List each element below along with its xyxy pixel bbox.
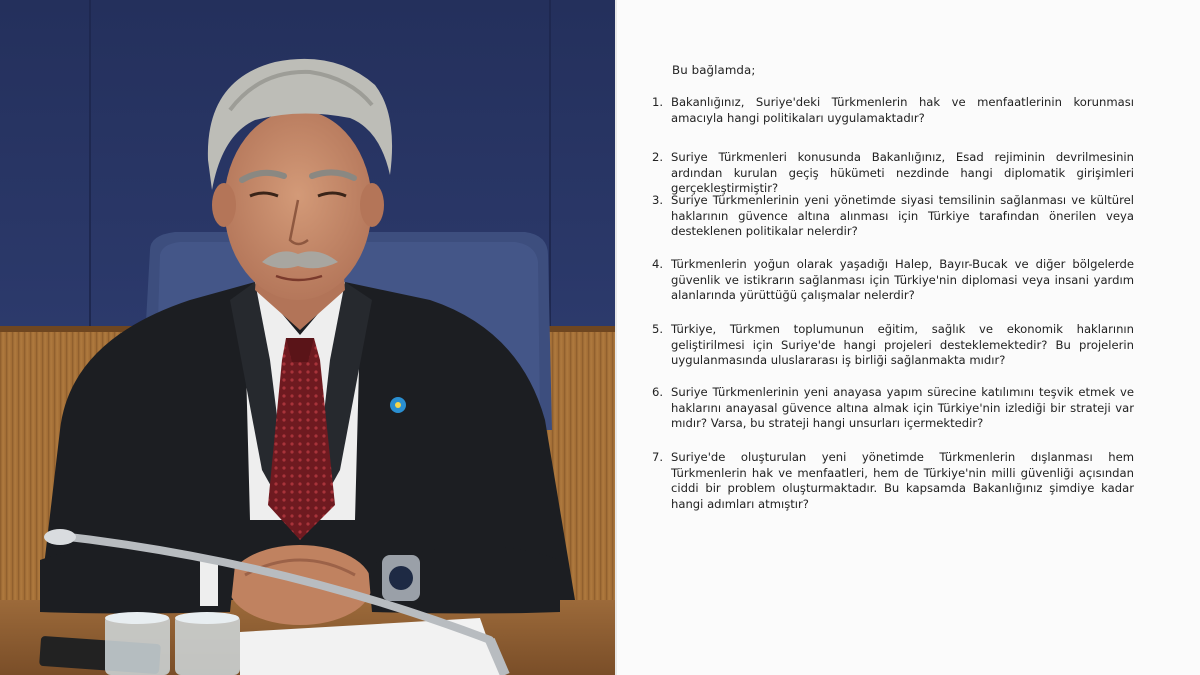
question-item	[652, 193, 1134, 240]
question-item	[652, 322, 1134, 369]
water-glass	[105, 615, 170, 675]
question-text: Türkmenlerin yoğun olarak yaşadığı Halep, Bayır-Bucak ve diğer bölgelerde güvenlik ve istikrarın sağlanması için Türkiye'nin diplomasi veya insani yardım alanlarında yürüttüğü çalışmalar nelerdir?	[671, 257, 1134, 303]
document-intro: Bu bağlamda;	[672, 63, 756, 77]
question-number: 1.	[652, 95, 664, 109]
question-text: Suriye Türkmenlerinin yeni anayasa yapım sürecine katılımını teşvik etmek ve haklarını anayasal güvence altına almak için Türkiye'nin izlediği bir strateji var mıdır? Varsa, bu strateji hangi unsurları içermektedir?	[671, 385, 1134, 431]
question-number: 3.	[652, 193, 664, 207]
question-number: 7.	[652, 450, 664, 464]
question-text: Suriye'de oluşturulan yeni yönetimde Türkmenlerin dışlanması hem Türkmenlerin hak ve menfaatleri, hem de Türkiye'nin milli güvenliği açısından ciddi bir problem oluşturmaktadır. Bu kapsamda Bakanlığınız şimdiye kadar hangi adımları atmıştır?	[671, 450, 1134, 511]
question-item	[652, 95, 1134, 126]
question-item	[652, 257, 1134, 304]
question-text: Suriye Türkmenleri konusunda Bakanlığınız, Esad rejiminin devrilmesinin ardından kurulan geçiş hükümeti nezdinde hangi diplomatik girişimleri gerçekleştirmiştir?	[671, 150, 1134, 196]
question-number: 5.	[652, 322, 664, 336]
question-number: 4.	[652, 257, 664, 271]
question-item	[652, 150, 1134, 197]
question-text: Türkiye, Türkmen toplumunun eğitim, sağlık ve ekonomik haklarının geliştirilmesi için Suriye'de hangi projeleri desteklemektedir? Bu projelerin uygulanmasında uluslararası iş birliği sağlanmakta mıdır?	[671, 322, 1134, 368]
document-page	[615, 0, 1200, 675]
question-text: Bakanlığınız, Suriye'deki Türkmenlerin hak ve menfaatlerinin korunması amacıyla hangi politikaları uygulamaktadır?	[671, 95, 1134, 125]
question-item	[652, 385, 1134, 432]
question-item	[652, 450, 1134, 512]
water-glass	[175, 615, 240, 675]
question-number: 2.	[652, 150, 664, 164]
clasped-hands	[228, 545, 372, 625]
question-number: 6.	[652, 385, 664, 399]
question-text: Suriye Türkmenlerinin yeni yönetimde siyasi temsilinin sağlanması ve kültürel haklarının güvence altına alınması için Türkiye tarafından önerilen veya desteklenen politikalar nelerdir?	[671, 193, 1134, 239]
